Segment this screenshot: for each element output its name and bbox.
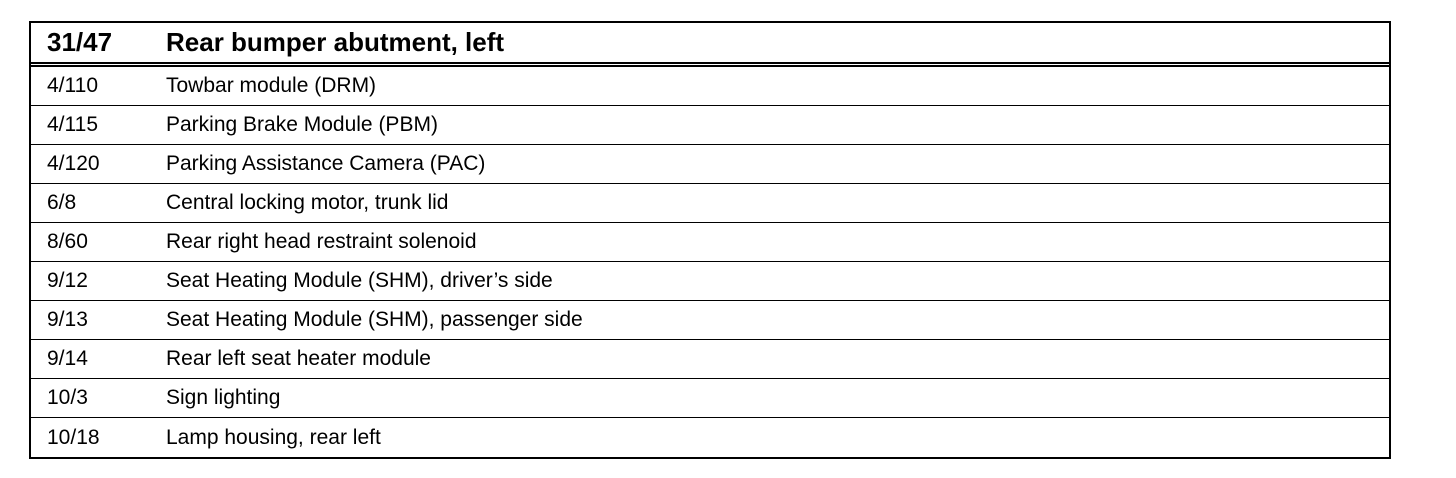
table-row <box>31 184 1389 223</box>
row-description: Sign lighting <box>166 386 281 409</box>
row-description: Parking Assistance Camera (PAC) <box>166 152 486 175</box>
row-code: 4/110 <box>47 74 98 97</box>
row-code: 4/120 <box>47 152 100 175</box>
table-row <box>31 262 1389 301</box>
row-code: 10/18 <box>47 425 100 449</box>
row-description: Rear left seat heater module <box>166 347 431 370</box>
table-row <box>31 379 1389 418</box>
table-row <box>31 340 1389 379</box>
table-row <box>31 223 1389 262</box>
row-description: Rear right head restraint solenoid <box>166 230 477 253</box>
row-code: 10/3 <box>47 386 88 409</box>
row-code: 8/60 <box>47 230 88 253</box>
component-table <box>29 21 1391 459</box>
header-code: 31/47 <box>47 27 113 57</box>
table-row <box>31 145 1389 184</box>
row-description: Central locking motor, trunk lid <box>166 191 449 214</box>
table-row <box>31 106 1389 145</box>
row-code: 4/115 <box>47 113 98 136</box>
row-description: Lamp housing, rear left <box>166 425 381 449</box>
row-code: 9/13 <box>47 308 88 331</box>
row-description: Seat Heating Module (SHM), passenger side <box>166 308 583 331</box>
row-code: 9/12 <box>47 269 88 292</box>
header-title: Rear bumper abutment, left <box>166 27 505 57</box>
table-header <box>31 23 1389 67</box>
row-description: Seat Heating Module (SHM), driver’s side <box>166 269 553 292</box>
table-row <box>31 301 1389 340</box>
table-row <box>31 418 1389 457</box>
row-description: Parking Brake Module (PBM) <box>166 113 438 136</box>
row-code: 6/8 <box>47 191 77 214</box>
table-row <box>31 67 1389 106</box>
row-description: Towbar module (DRM) <box>166 74 377 97</box>
row-code: 9/14 <box>47 347 88 370</box>
